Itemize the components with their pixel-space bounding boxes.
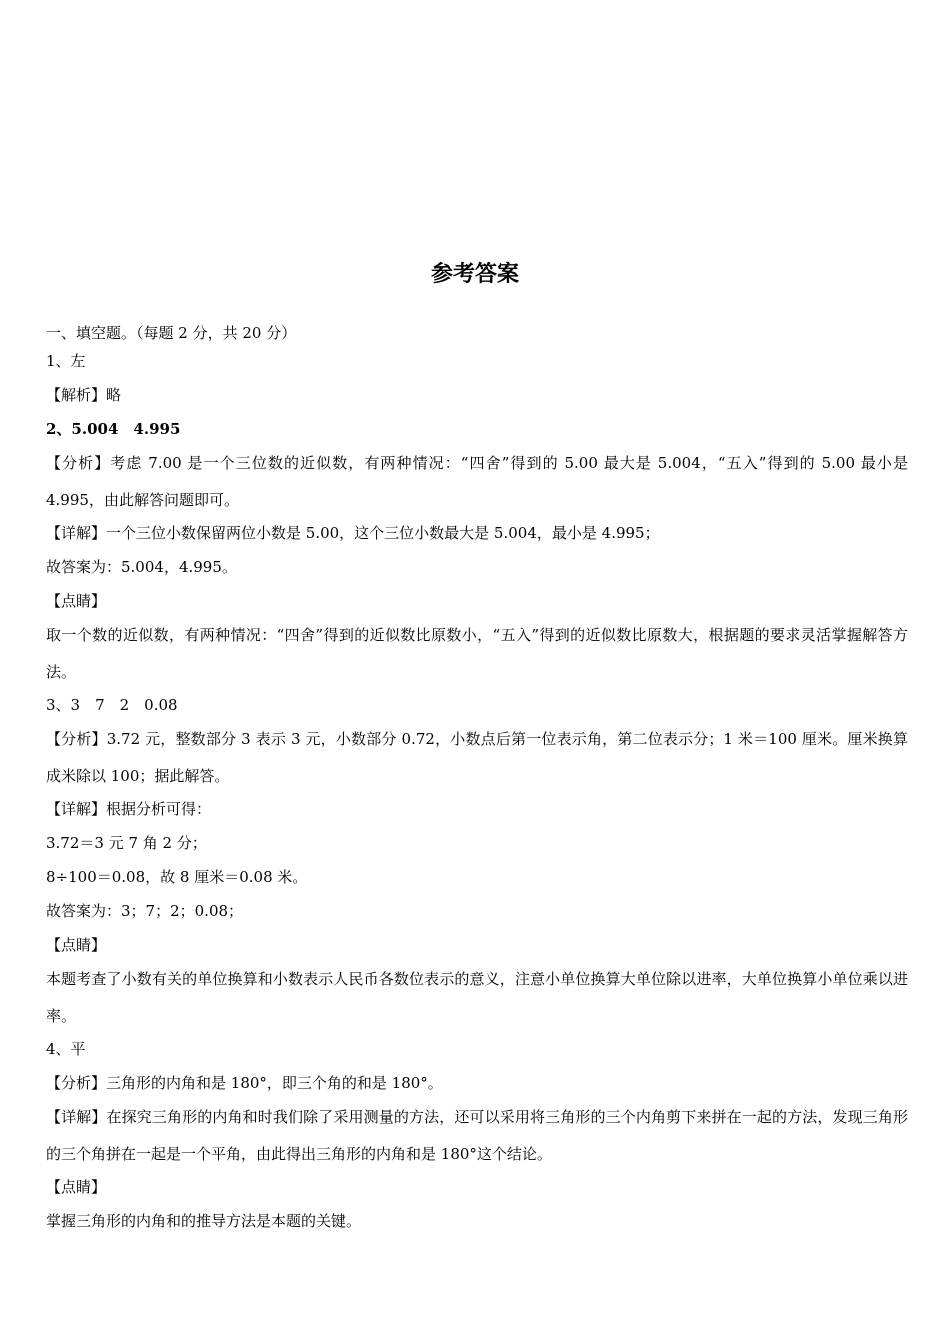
q3-comment: 本题考查了小数有关的单位换算和小数表示人民币各数位表示的意义，注意小单位换算大单位除以进率，大单位换算小单位乘以进率。 — [46, 970, 908, 1025]
q4-detail: 【详解】在探究三角形的内角和时我们除了采用测量的方法，还可以采用将三角形的三个内角剪下来拼在一起的方法，发现三角形的三个角拼在一起是一个平角，由此得出三角形的内角和是 180°这个结论。 — [46, 1108, 908, 1163]
q2-answer: 2、5.004 4.995 — [46, 420, 181, 438]
q3-detail: 【详解】根据分析可得： — [46, 800, 212, 818]
q4-comment: 掌握三角形的内角和的推导方法是本题的关键。 — [46, 1212, 362, 1230]
q2-comment-label: 【点睛】 — [46, 592, 107, 610]
q1-analysis: 【解析】略 — [46, 386, 122, 404]
q3-step-2: 8÷100＝0.08，故 8 厘米＝0.08 米。 — [46, 868, 308, 886]
q3-comment-label: 【点睛】 — [46, 936, 107, 954]
q3-conclusion: 故答案为：3；7；2；0.08； — [46, 902, 244, 920]
q4-answer: 4、平 — [46, 1040, 86, 1058]
q4-analysis: 【分析】三角形的内角和是 180°，即三个角的和是 180°。 — [46, 1074, 443, 1092]
section-heading: 一、填空题。（每题 2 分，共 20 分） — [46, 324, 297, 342]
q2-comment: 取一个数的近似数，有两种情况：“四舍”得到的近似数比原数小，“五入”得到的近似数比原数大，根据题的要求灵活掌握解答方法。 — [46, 626, 908, 681]
answer-content — [46, 323, 908, 1231]
q4-comment-label: 【点睛】 — [46, 1178, 107, 1196]
q3-step-1: 3.72＝3 元 7 角 2 分； — [46, 834, 207, 852]
q2-detail: 【详解】一个三位小数保留两位小数是 5.00，这个三位小数最大是 5.004，最小是 4.995； — [46, 524, 660, 542]
q3-answer: 3、3 7 2 0.08 — [46, 696, 178, 714]
q1-answer: 1、左 — [46, 352, 86, 370]
page-title: 参考答案 — [430, 262, 519, 287]
q2-conclusion: 故答案为：5.004，4.995。 — [46, 558, 237, 576]
q2-analysis: 【分析】考虑 7.00 是一个三位数的近似数，有两种情况：“四舍”得到的 5.00 最大是 5.004，“五入”得到的 5.00 最小是 4.995，由此解答问题即可。 — [46, 454, 908, 509]
q3-analysis: 【分析】3.72 元，整数部分 3 表示 3 元，小数部分 0.72，小数点后第一位表示角，第二位表示分；1 米＝100 厘米。厘米换算成米除以 100；据此解答。 — [46, 730, 908, 785]
